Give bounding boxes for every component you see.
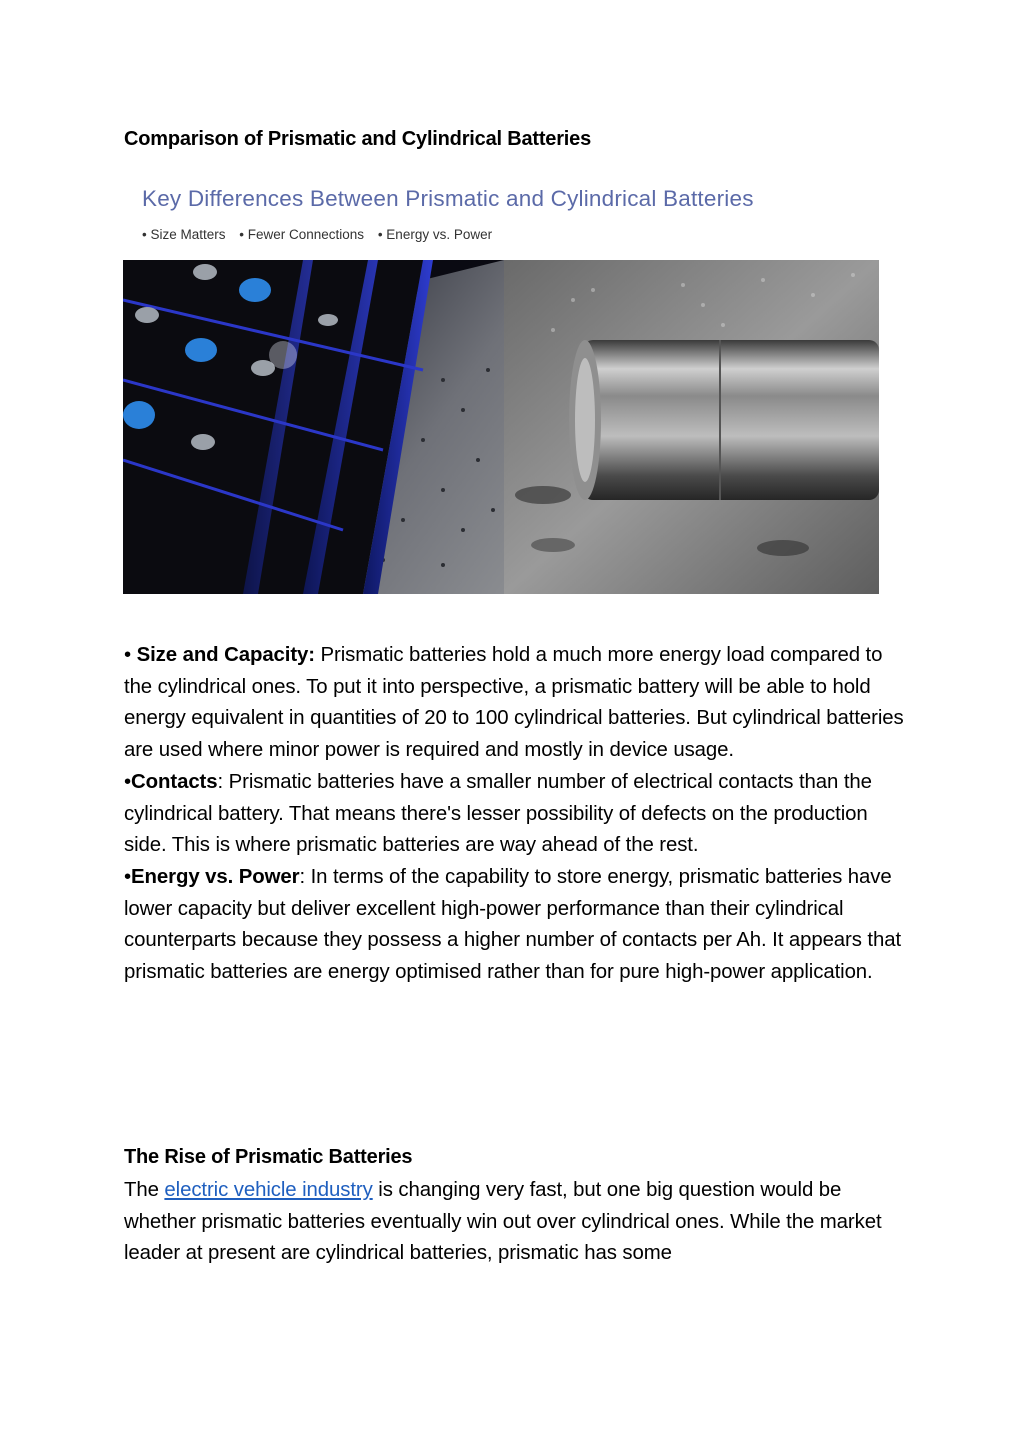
figure-bullet: • Fewer Connections xyxy=(239,227,365,242)
page-title: Comparison of Prismatic and Cylindrical Batteries xyxy=(124,128,591,150)
point-energy-power xyxy=(124,862,914,989)
key-points xyxy=(124,640,914,989)
bullet-marker: • xyxy=(124,865,132,888)
ev-industry-link[interactable]: electric vehicle industry xyxy=(164,1179,373,1201)
point-contacts xyxy=(124,767,914,862)
point-text: Prismatic batteries hold a much more energy load compared to the cylindrical ones. To put it into perspective, a prismatic battery will be able to hold energy equivalent in quantities of 20 to 100 cylindrical batteries. But cylindrical batteries are used where minor power is required and mostly in device usage. xyxy=(124,644,904,762)
point-text: : Prismatic batteries have a smaller number of electrical contacts than the cylindrical battery. That means there's lesser possibility of defects on the production side. This is where prismatic batteries are way ahead of the rest. xyxy=(124,770,872,857)
figure-bullet: • Energy vs. Power xyxy=(377,227,493,242)
comparison-figure xyxy=(123,180,879,594)
point-label: Contacts xyxy=(131,770,218,793)
battery-photo xyxy=(123,260,879,594)
figure-bullet-list xyxy=(142,227,502,242)
bullet-marker: • xyxy=(124,644,137,666)
rise-text-rest: is changing very fast, but one big question would be whether prismatic batteries eventually win out over cylindrical ones. While the market leader at present are cylindrical batteries, prismatic has some xyxy=(124,1179,882,1265)
rise-section xyxy=(124,1175,914,1270)
figure-title: Key Differences Between Prismatic and Cylindrical Batteries xyxy=(142,186,754,211)
bullet-marker: • xyxy=(124,770,132,793)
figure-bullet: • Size Matters xyxy=(142,227,226,242)
section-heading: The Rise of Prismatic Batteries xyxy=(124,1146,413,1168)
point-label: Energy vs. Power xyxy=(131,865,300,888)
point-label: Size and Capacity: xyxy=(136,644,315,666)
rise-paragraph xyxy=(124,1175,914,1270)
point-size-capacity xyxy=(124,640,914,767)
point-text: : In terms of the capability to store energy, prismatic batteries have lower capacity but deliver excellent high-power performance than their cylindrical counterparts because they possess a higher number of contacts per Ah. It appears that prismatic batteries are energy optimised rather than for pure high-power application. xyxy=(124,865,902,984)
rise-text-start: The xyxy=(124,1179,165,1201)
